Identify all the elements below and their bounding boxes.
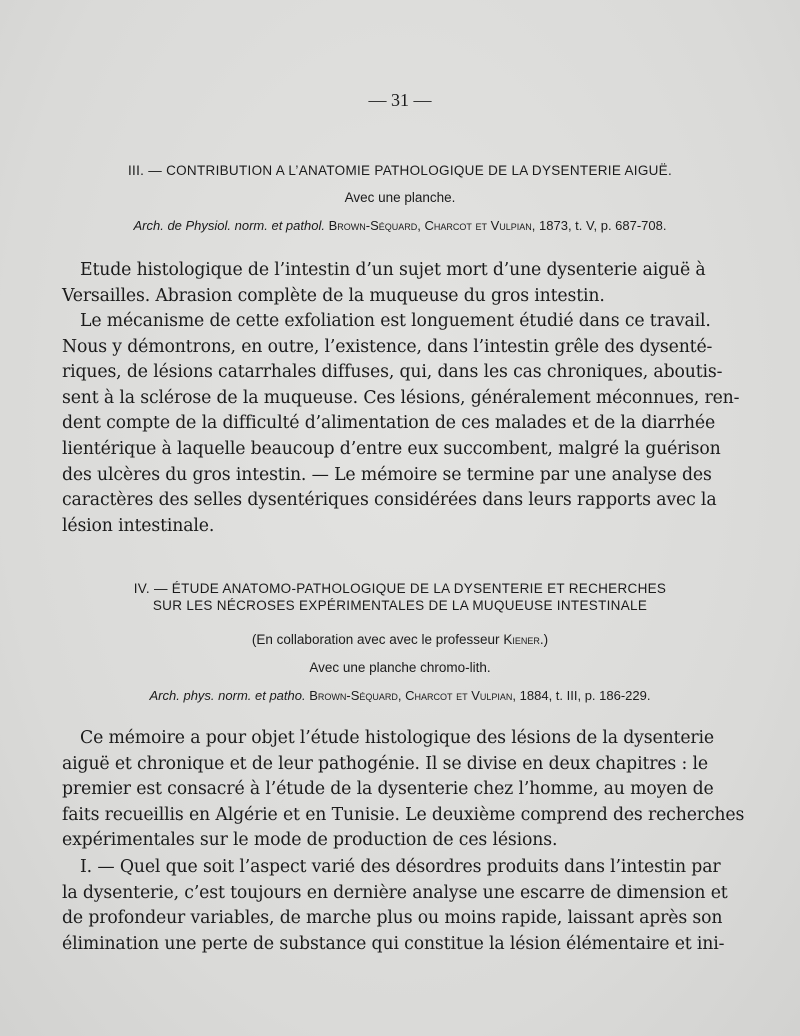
text-line: Etude histologique de l’intestin d’un sujet mort d’une dysenterie aiguë à bbox=[80, 260, 706, 280]
section-3-title: III. — CONTRIBUTION A L’ANATOMIE PATHOLOGIQUE DE LA DYSENTERIE AIGUË. bbox=[127, 163, 673, 178]
text-line: lésion intestinale. bbox=[62, 515, 215, 536]
section-4-ref-editors: Brown-Séquard, Charcot et Vulpian, bbox=[309, 688, 517, 703]
section-4-collaboration bbox=[60, 632, 740, 647]
section-4-title bbox=[60, 580, 740, 614]
page-number: — 31 — bbox=[368, 90, 432, 110]
section-4-reference bbox=[60, 688, 740, 703]
section-3-ref-details: 1873, t. V, p. 687-708. bbox=[539, 218, 667, 233]
text-line: sent à la sclérose de la muqueuse. Ces lésions, généralement méconnues, ren- bbox=[62, 387, 740, 408]
text-line: premier est consacré à l’étude de la dysenterie chez l’homme, au moyen de bbox=[62, 779, 714, 800]
text-line: Nous y démontrons, en outre, l’existence, dans l’intestin grêle des dysenté- bbox=[62, 336, 713, 357]
section-3-reference bbox=[60, 218, 740, 233]
text-line: expérimentales sur le mode de production de ces lésions. bbox=[62, 830, 558, 851]
text-line: élimination une perte de substance qui constitue la lésion élémentaire et ini- bbox=[62, 933, 725, 954]
section-4-paragraph-1 bbox=[62, 726, 745, 854]
collab-name: Kiener. bbox=[503, 632, 544, 647]
text-line: de profondeur variables, de marche plus ou moins rapide, laissant après son bbox=[62, 908, 723, 929]
text-line: la dysenterie, c’est toujours en dernière analyse une escarre de dimension et bbox=[62, 882, 728, 903]
text-line: des ulcères du gros intestin. — Le mémoire se termine par une analyse des bbox=[62, 464, 712, 485]
section-4-paragraph-2 bbox=[62, 855, 728, 957]
text-line: caractères des selles dysentériques considérées dans leurs rapports avec la bbox=[62, 490, 717, 511]
section-4-title-line-1: IV. — ÉTUDE ANATOMO-PATHOLOGIQUE DE LA DYSENTERIE ET RECHERCHES bbox=[133, 581, 667, 596]
text-line: dent compte de la difficulté d’alimentation de ces malades et de la diarrhée bbox=[62, 413, 716, 434]
text-line: Ce mémoire a pour objet l’étude histologique des lésions de la dysenterie bbox=[80, 728, 714, 748]
collab-suffix: ) bbox=[543, 632, 549, 647]
text-line: riques, de lésions catarrhales diffuses, qui, dans les cas chroniques, aboutis- bbox=[62, 362, 723, 383]
text-line: faits recueillis en Algérie et en Tunisie. Le deuxième comprend des recherches bbox=[62, 804, 745, 825]
section-4-title-line-2: SUR LES NÉCROSES EXPÉRIMENTALES DE LA MUQUEUSE INTESTINALE bbox=[152, 598, 648, 613]
section-3-ref-journal: Arch. de Physiol. norm. et pathol. bbox=[133, 218, 325, 233]
text-line: lientérique à laquelle beaucoup d’entre eux succombent, malgré la guérison bbox=[62, 438, 721, 459]
text-line: Versailles. Abrasion complète de la muqueuse du gros intestin. bbox=[62, 285, 605, 306]
section-4-ref-journal: Arch. phys. norm. et patho. bbox=[149, 688, 306, 703]
section-4-subtitle: Avec une planche chromo-lith. bbox=[309, 660, 491, 675]
section-3-paragraph-2 bbox=[62, 309, 740, 539]
text-line: Le mécanisme de cette exfoliation est longuement étudié dans ce travail. bbox=[80, 311, 711, 331]
section-3-ref-editors: Brown-Séquard, Charcot et Vulpian, bbox=[328, 218, 536, 233]
text-line: I. — Quel que soit l’aspect varié des désordres produits dans l’intestin par bbox=[80, 857, 721, 877]
section-4-ref-details: 1884, t. III, p. 186-229. bbox=[519, 688, 651, 703]
section-3-subtitle: Avec une planche. bbox=[344, 190, 456, 205]
section-3-paragraph-1 bbox=[62, 258, 706, 309]
collab-prefix: (En collaboration avec avec le professeur bbox=[251, 632, 500, 647]
text-line: aiguë et chronique et de leur pathogénie. Il se divise en deux chapitres : le bbox=[62, 753, 708, 774]
